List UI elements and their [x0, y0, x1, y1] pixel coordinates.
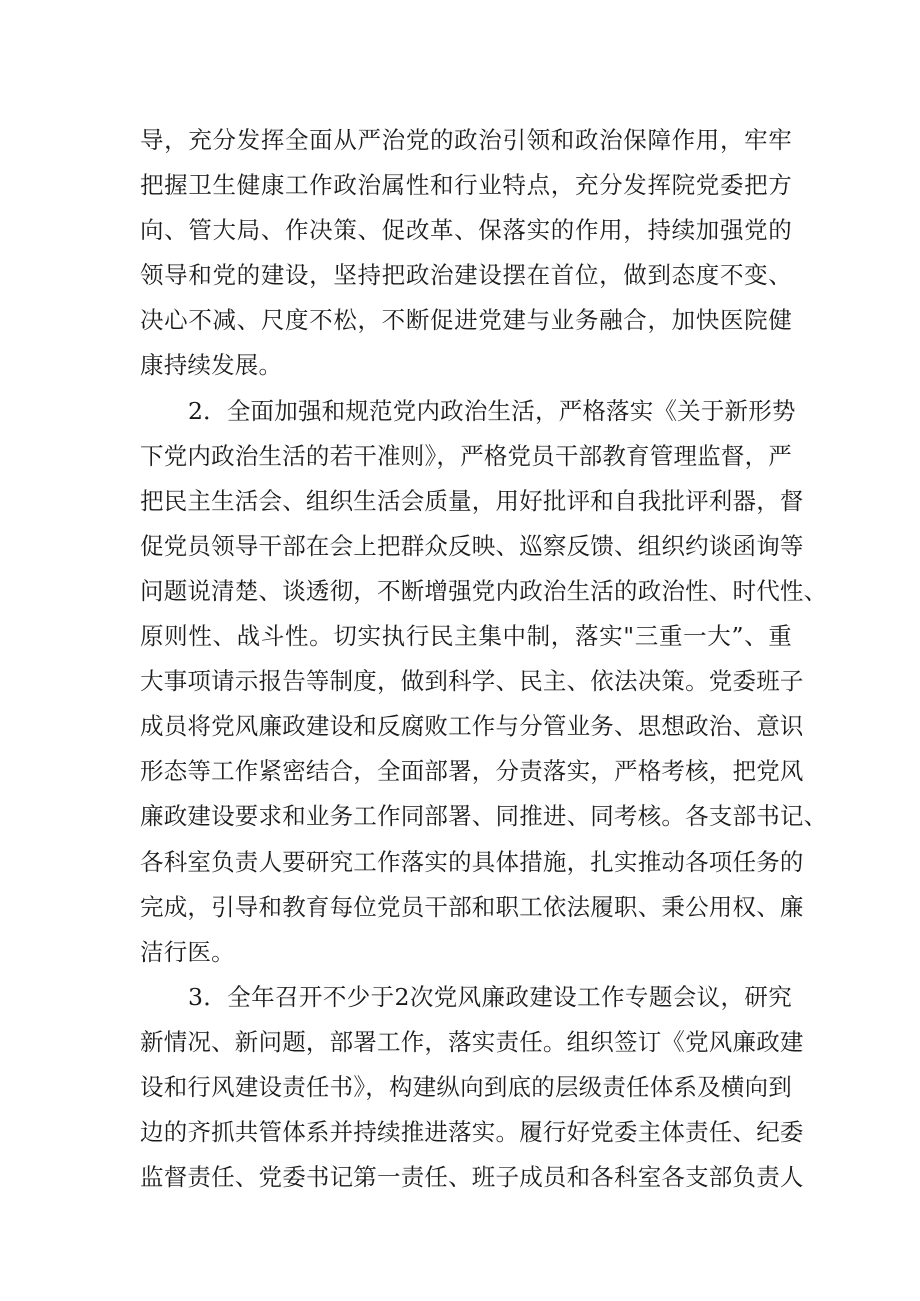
text-line: 向、管大局、作决策、促改革、保落实的作用，持续加强党的	[140, 216, 792, 245]
text-line: 形态等工作紧密结合，全面部署，分责落实，严格考核，把党风	[140, 757, 804, 786]
text-line: 问题说清楚、谈透彻，不断增强党内政治生活的政治性、时代性、	[140, 576, 828, 605]
text-line: 把握卫生健康工作政治属性和行业特点，充分发挥院党委把方	[140, 171, 792, 200]
text-line: 促党员领导干部在会上把群众反映、巡察反馈、组织约谈函询等	[140, 531, 804, 560]
text-line: 康持续发展。	[140, 351, 283, 380]
text-line: 成员将党风廉政建设和反腐败工作与分管业务、思想政治、意识	[140, 712, 804, 741]
text-line: 把民主生活会、组织生活会质量，用好批评和自我批评利器，督	[140, 486, 804, 515]
text-line: 各科室负责人要研究工作落实的具体措施，扎实推动各项任务的	[140, 847, 804, 876]
text-line: 完成，引导和教育每位党员干部和职工依法履职、秉公用权、廉	[140, 892, 804, 921]
text-line: 设和行风建设责任书》，构建纵向到底的层级责任体系及横向到	[140, 1072, 792, 1101]
text-line: 大事项请示报告等制度，做到科学、民主、依法决策。党委班子	[140, 667, 804, 696]
paragraph-3-start: 3．全年召开不少于2次党风廉政建设工作专题会议，研究	[188, 982, 792, 1011]
text-line: 边的齐抓共管体系并持续推进落实。履行好党委主体责任、纪委	[140, 1118, 804, 1147]
document-body	[140, 118, 828, 1200]
text-line: 监督责任、党委书记第一责任、班子成员和各科室各支部负责人	[140, 1163, 804, 1192]
text-line: 原则性、战斗性。切实执行民主集中制，落实"三重一大”、重	[140, 622, 792, 651]
text-line: 下党内政治生活的若干准则》，严格党员干部教育管理监督，严	[140, 441, 792, 470]
text-line: 廉政建设要求和业务工作同部署、同推进、同考核。各支部书记、	[140, 802, 828, 831]
text-line: 决心不减、尺度不松，不断促进党建与业务融合，加快医院健	[140, 306, 792, 335]
text-line: 领导和党的建设，坚持把政治建设摆在首位，做到态度不变、	[140, 261, 792, 290]
text-line: 新情况、新问题，部署工作，落实责任。组织签订《党风廉政建	[140, 1027, 804, 1056]
paragraph-2-start: 2．全面加强和规范党内政治生活，严格落实《关于新形势	[188, 396, 796, 425]
text-line: 导，充分发挥全面从严治党的政治引领和政治保障作用，牢牢	[140, 126, 792, 154]
text-line: 洁行医。	[140, 937, 235, 966]
